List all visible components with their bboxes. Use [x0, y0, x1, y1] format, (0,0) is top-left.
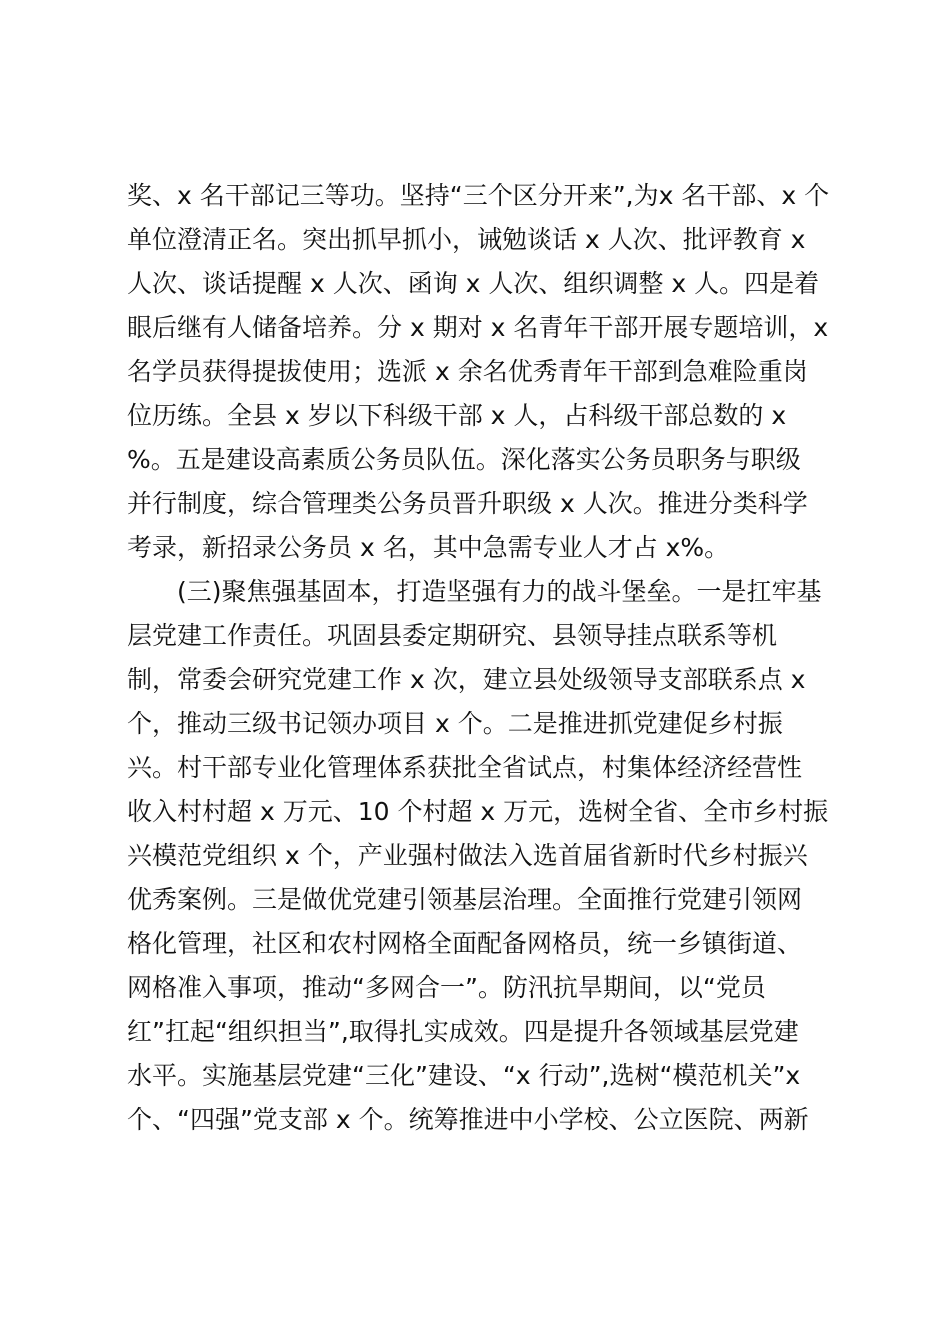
text-line: 优秀案例。三是做优党建引领基层治理。全面推行党建引领网: [127, 885, 803, 914]
text-line: 红”扛起“组织担当”,取得扎实成效。四是提升各领域基层党建: [127, 1017, 799, 1046]
text-line: 个、“四强”党支部 x 个。统筹推进中小学校、公立医院、两新: [127, 1105, 809, 1134]
text-line: 水平。实施基层党建“三化”建设、“x 行动”,选树“模范机关”x: [127, 1061, 801, 1090]
text-line: 格化管理，社区和农村网格全面配备网格员，统一乡镇街道、: [127, 929, 803, 958]
text-line: %。五是建设高素质公务员队伍。深化落实公务员职务与职级: [127, 445, 801, 474]
body-text: [127, 174, 830, 1142]
text-line: 收入村村超 x 万元、10 个村超 x 万元，选树全省、全市乡村振: [127, 797, 829, 826]
text-line: 并行制度，综合管理类公务员晋升职级 x 人次。推进分类科学: [127, 489, 808, 518]
text-line: 人次、谈话提醒 x 人次、函询 x 人次、组织调整 x 人。四是着: [127, 269, 820, 298]
text-line: 考录，新招录公务员 x 名，其中急需专业人才占 x%。: [127, 533, 730, 562]
text-line: 位历练。全县 x 岁以下科级干部 x 人，占科级干部总数的 x: [127, 401, 787, 430]
text-line: 兴。村干部专业化管理体系获批全省试点，村集体经济经营性: [127, 753, 803, 782]
text-line: 网格准入事项，推动“多网合一”。防汛抗旱期间，以“党员: [127, 973, 766, 1002]
text-line: 个，推动三级书记领办项目 x 个。二是推进抓党建促乡村振: [127, 709, 783, 738]
text-line: 兴模范党组织 x 个，产业强村做法入选首届省新时代乡村振兴: [127, 841, 808, 870]
text-line: 单位澄清正名。突出抓早抓小，诫勉谈话 x 人次、批评教育 x: [127, 225, 806, 254]
section-heading-line: (三)聚焦强基固本，打造坚强有力的战斗堡垒。一是扛牢基: [177, 577, 822, 606]
text-line: 名学员获得提拔使用；选派 x 余名优秀青年干部到急难险重岗: [127, 357, 808, 386]
text-line: 奖、x 名干部记三等功。坚持“三个区分开来”,为x 名干部、x 个: [127, 181, 830, 210]
text-line: 层党建工作责任。巩固县委定期研究、县领导挂点联系等机: [127, 621, 778, 650]
text-line: 眼后继有人储备培养。分 x 期对 x 名青年干部开展专题培训，x: [127, 313, 829, 342]
text-line: 制，常委会研究党建工作 x 次，建立县处级领导支部联系点 x: [127, 665, 806, 694]
